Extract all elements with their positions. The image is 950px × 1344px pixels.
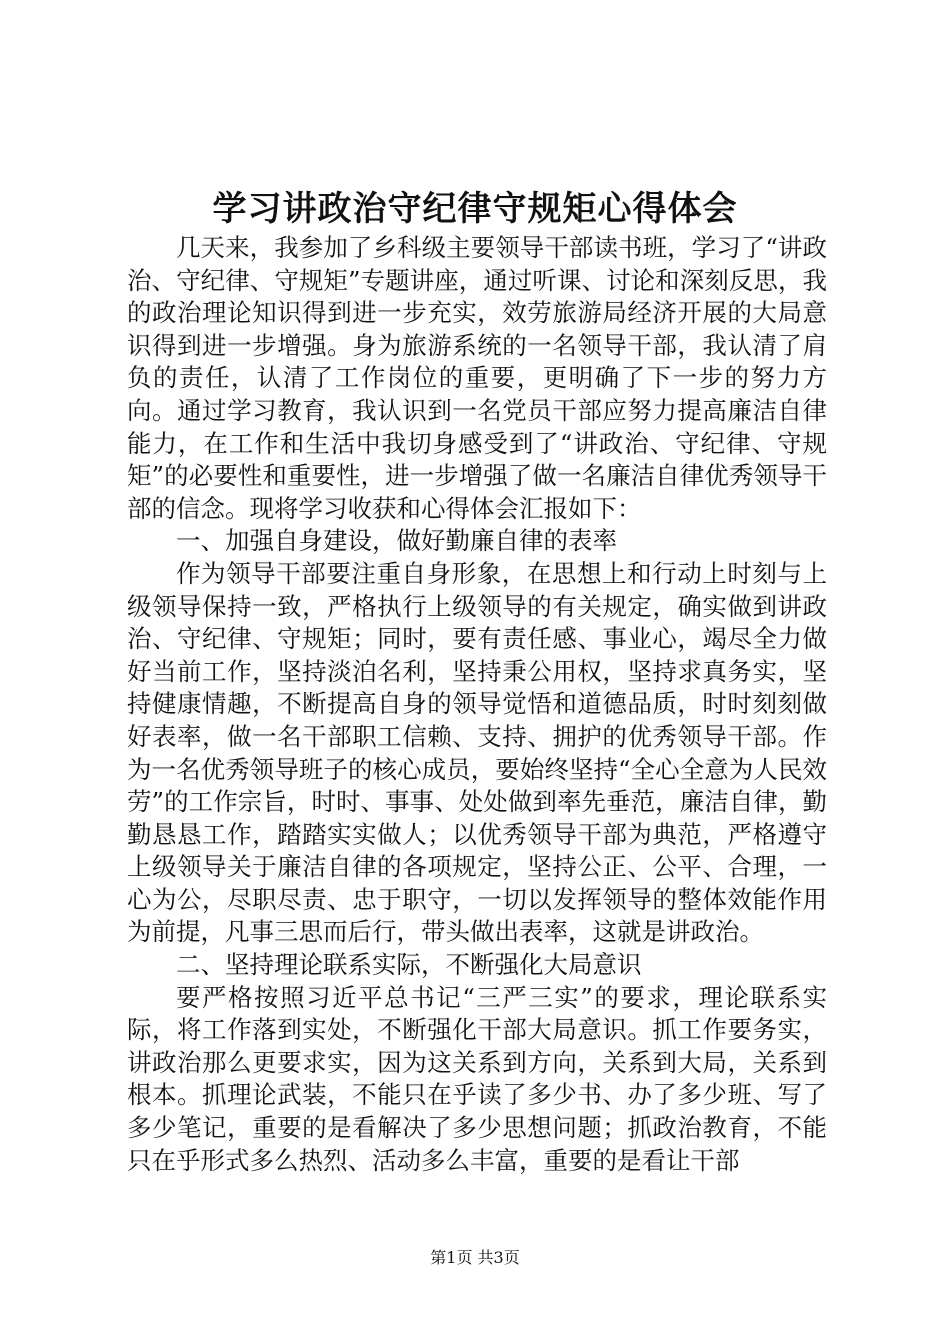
paragraph-section-2: 要严格按照习近平总书记“三严三实”的要求，理论联系实际，将工作落到实处，不断强化干部大局意识。抓工作要务实，讲政治那么更要求实，因为这关系到方向，关系到大局，关系到根本。抓理论武装，不能只在乎读了多少书、办了多少班、写了多少笔记，重要的是看解决了多少思想问题；抓政治教育，不能只在乎形式多么热烈、活动多么丰富，重要的是看让干部 <box>127 982 827 1175</box>
document-title: 学习讲政治守纪律守规矩心得体会 <box>212 189 738 229</box>
section-heading-2: 二、坚持理论联系实际，不断强化大局意识 <box>176 950 642 980</box>
paragraph-intro: 几天来，我参加了乡科级主要领导干部读书班，学习了“讲政治、守纪律、守规矩”专题讲座，通过听课、讨论和深刻反思，我的政治理论知识得到进一步充实，效劳旅游局经济开展的大局意识得到进一步增强。身为旅游系统的一名领导干部，我认清了肩负的责任，认清了工作岗位的重要，更明确了下一步的努力方向。通过学习教育，我认识到一名党员干部应努力提高廉洁自律能力，在工作和生活中我切身感受到了“讲政治、守纪律、守规矩”的必要性和重要性，进一步增强了做一名廉洁自律优秀领导干部的信念。现将学习收获和心得体会汇报如下： <box>127 233 827 523</box>
page-footer: 第1页 共3页 <box>430 1248 520 1267</box>
document-body <box>127 232 827 1177</box>
section-heading-1: 一、加强自身建设，做好勤廉自律的表率 <box>176 526 617 556</box>
paragraph-section-1: 作为领导干部要注重自身形象，在思想上和行动上时刻与上级领导保持一致，严格执行上级领导的有关规定，确实做到讲政治、守纪律、守规矩；同时，要有责任感、事业心，竭尽全力做好当前工作，坚持淡泊名利，坚持秉公用权，坚持求真务实，坚持健康情趣，不断提高自身的领导觉悟和道德品质，时时刻刻做好表率，做一名干部职工信赖、支持、拥护的优秀领导干部。作为一名优秀领导班子的核心成员，要始终坚持“全心全意为人民效劳”的工作宗旨，时时、事事、处处做到率先垂范，廉洁自律，勤勤恳恳工作，踏踏实实做人；以优秀领导干部为典范，严格遵守上级领导关于廉洁自律的各项规定，坚持公正、公平、合理，一心为公，尽职尽责、忠于职守，一切以发挥领导的整体效能作用为前提，凡事三思而后行，带头做出表率，这就是讲政治。 <box>127 558 827 947</box>
